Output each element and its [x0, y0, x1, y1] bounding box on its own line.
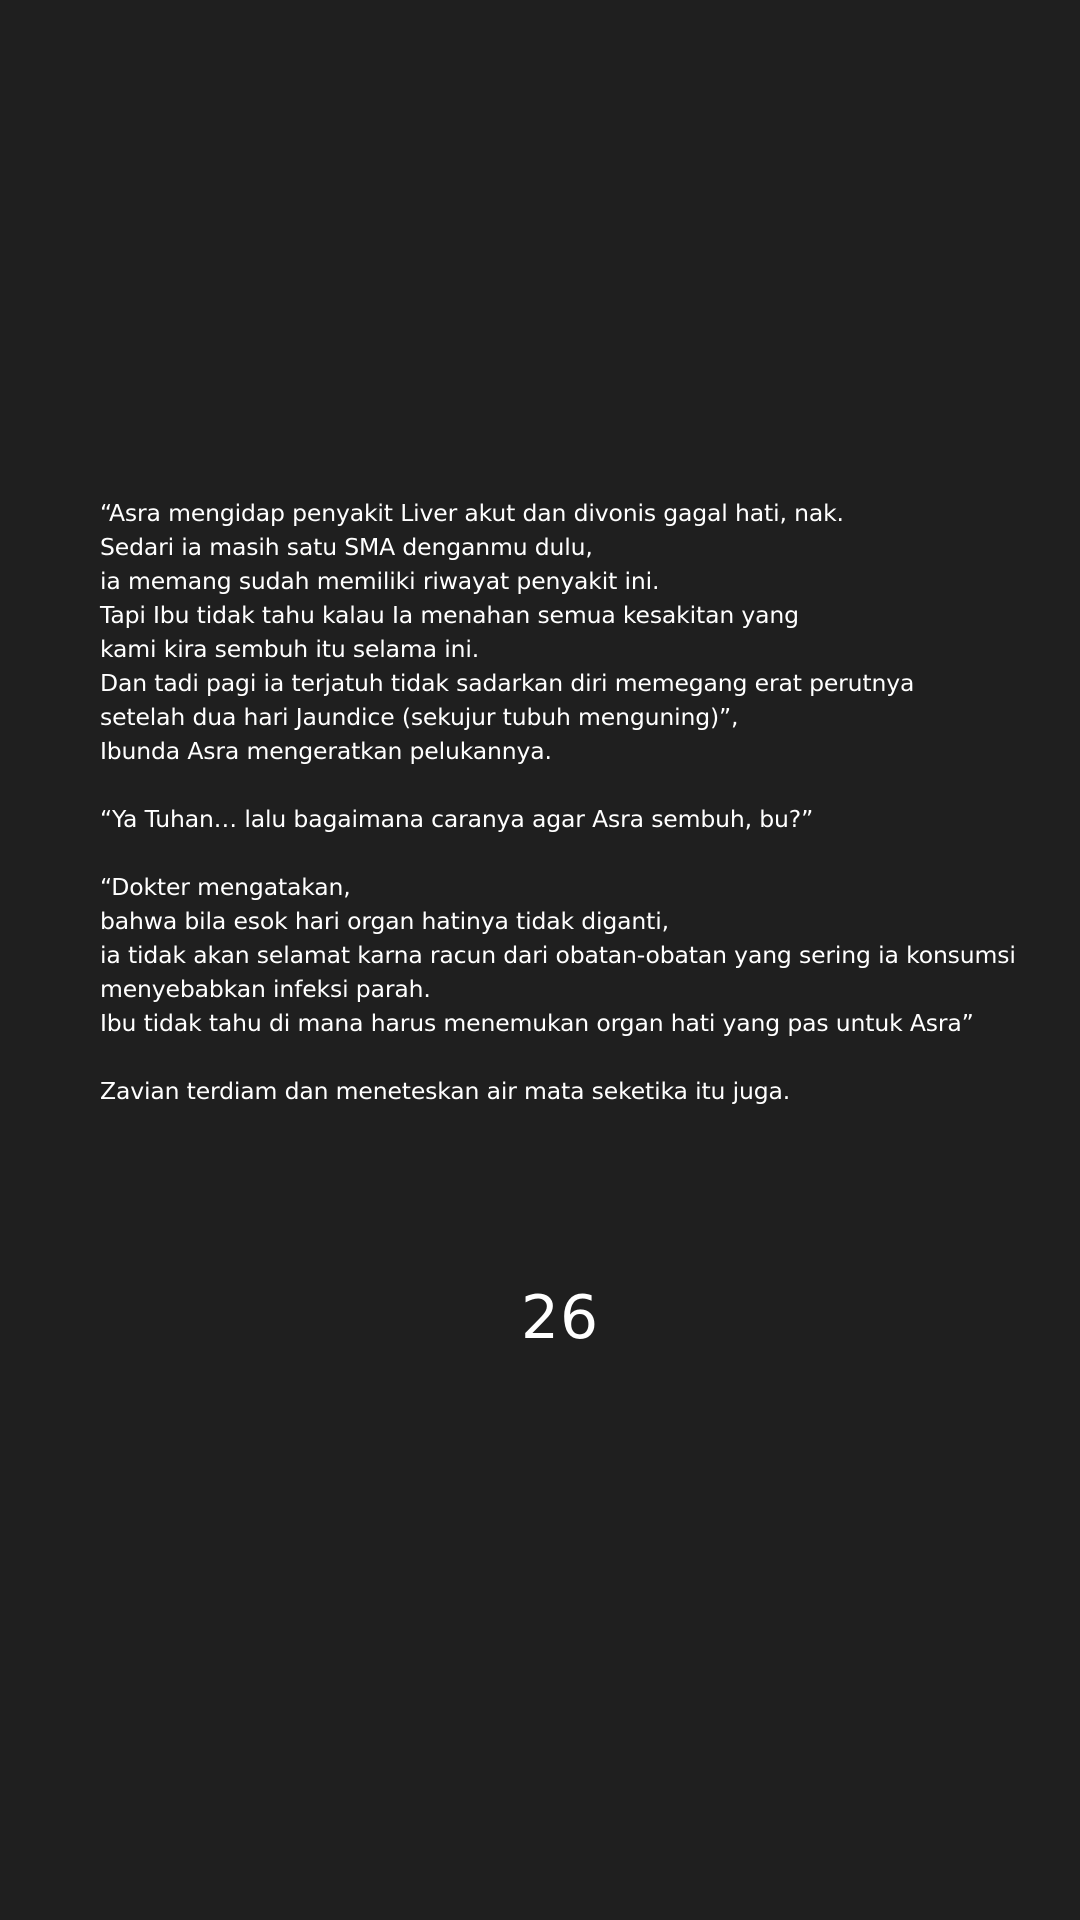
text-line: kami kira sembuh itu selama ini. [100, 635, 480, 663]
text-line: ia tidak akan selamat karna racun dari obatan-obatan yang sering ia konsumsi [100, 941, 1016, 969]
text-line: “Dokter mengatakan, [100, 873, 351, 901]
text-line: Dan tadi pagi ia terjatuh tidak sadarkan diri memegang erat perutnya [100, 669, 915, 697]
text-line: menyebabkan infeksi parah. [100, 975, 431, 1003]
story-text [100, 496, 1016, 1142]
text-line: Sedari ia masih satu SMA denganmu dulu, [100, 533, 593, 561]
paragraph [100, 1074, 1000, 1108]
page-number: 26 [520, 1283, 600, 1353]
text-line: Tapi Ibu tidak tahu kalau Ia menahan semua kesakitan yang [100, 601, 799, 629]
text-line: Ibunda Asra mengeratkan pelukannya. [100, 737, 552, 765]
text-line: Ibu tidak tahu di mana harus menemukan organ hati yang pas untuk Asra” [100, 1009, 974, 1037]
text-line: bahwa bila esok hari organ hatinya tidak diganti, [100, 907, 669, 935]
text-line: ia memang sudah memiliki riwayat penyakit ini. [100, 567, 660, 595]
text-line: “Ya Tuhan… lalu bagaimana caranya agar Asra sembuh, bu?” [100, 805, 814, 833]
paragraph [100, 870, 1016, 1040]
paragraph [100, 802, 1000, 836]
text-line: setelah dua hari Jaundice (sekujur tubuh menguning)”, [100, 703, 739, 731]
paragraph [100, 496, 1000, 768]
text-line: Zavian terdiam dan meneteskan air mata seketika itu juga. [100, 1077, 791, 1105]
text-line: “Asra mengidap penyakit Liver akut dan divonis gagal hati, nak. [100, 499, 844, 527]
